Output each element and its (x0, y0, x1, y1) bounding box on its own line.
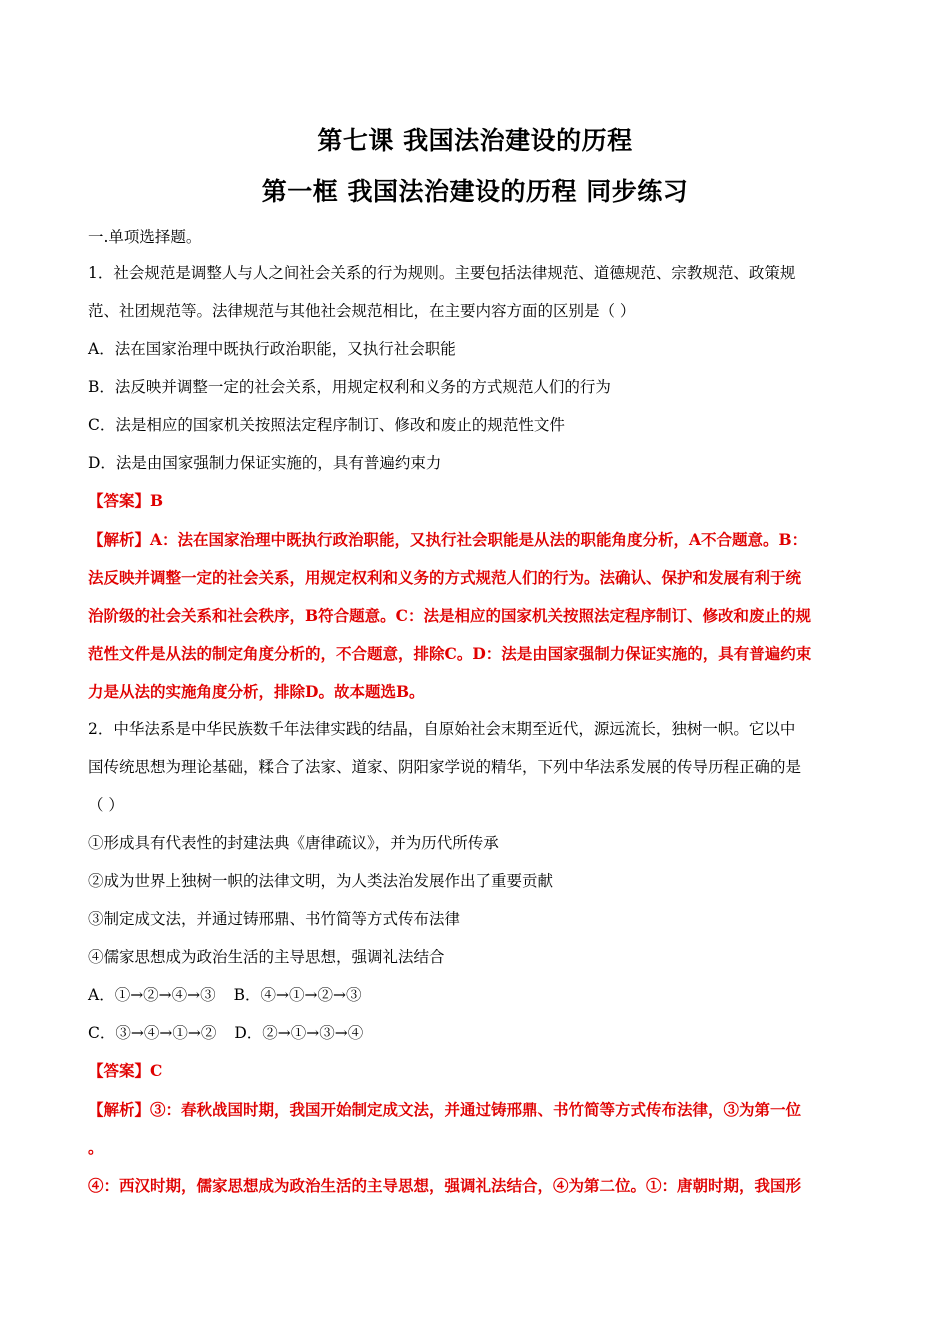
q1-explanation-line-5: 力是从法的实施角度分析，排除D。故本题选B。 (88, 682, 425, 701)
q2-option-d: D．②→①→③→④ (234, 1024, 364, 1042)
q2-explanation-line-2: 。 (88, 1138, 104, 1157)
section-heading: 一.单项选择题。 (88, 228, 202, 246)
q1-explanation-line-1: 【解析】A：法在国家治理中既执行政治职能，又执行社会职能是从法的职能角度分析，A不合题意。B： (88, 530, 808, 549)
q2-options-cd (88, 1023, 363, 1043)
q2-option-b: B．④→①→②→③ (233, 986, 362, 1004)
q2-item-3: ③制定成文法，并通过铸邢鼎、书竹简等方式传布法律 (88, 910, 461, 928)
q2-item-4: ④儒家思想成为政治生活的主导思想，强调礼法结合 (88, 948, 445, 966)
q2-item-1: ①形成具有代表性的封建法典《唐律疏议》，并为历代所传承 (88, 834, 499, 852)
q2-stem-line-1: 2．中华法系是中华民族数千年法律实践的结晶，自原始社会末期至近代，源远流长，独树一帜。它以中 (88, 720, 796, 738)
q2-option-a: A．①→②→④→③ (88, 986, 216, 1004)
q1-option-c: C．法是相应的国家机关按照法定程序制订、修改和废止的规范性文件 (88, 416, 565, 434)
q2-answer: 【答案】C (88, 1061, 163, 1080)
q2-stem-line-3: （ ） (88, 796, 124, 814)
q1-option-b: B．法反映并调整一定的社会关系，用规定权利和义务的方式规范人们的行为 (88, 378, 611, 396)
q2-options-ab (88, 985, 362, 1005)
q1-option-a: A．法在国家治理中既执行政治职能，又执行社会职能 (88, 340, 456, 358)
q2-explanation-line-3: ④：西汉时期，儒家思想成为政治生活的主导思想，强调礼法结合，④为第二位。①：唐朝时期，我国形 (88, 1176, 802, 1195)
q2-stem-line-2: 国传统思想为理论基础，糅合了法家、道家、阴阳家学说的精华，下列中华法系发展的传导历程正确的是 (88, 758, 802, 776)
q1-explanation-line-2: 法反映并调整一定的社会关系，用规定权利和义务的方式规范人们的行为。法确认、保护和发展有利于统 (88, 568, 802, 587)
q1-answer: 【答案】B (88, 491, 164, 510)
q1-option-d: D．法是由国家强制力保证实施的，具有普遍约束力 (88, 454, 442, 472)
q2-explanation-line-1: 【解析】③：春秋战国时期，我国开始制定成文法，并通过铸邢鼎、书竹简等方式传布法律，③为第一位 (88, 1100, 802, 1119)
q1-stem-line-1: 1．社会规范是调整人与人之间社会关系的行为规则。主要包括法律规范、道德规范、宗教规范、政策规 (88, 264, 796, 282)
section-subtitle: 第一框 我国法治建设的历程 同步练习 (261, 177, 689, 206)
q1-explanation-line-4: 范性文件是从法的制定角度分析的，不合题意，排除C。D：法是由国家强制力保证实施的，具有普遍约束 (88, 644, 812, 663)
q2-option-c: C．③→④→①→② (88, 1024, 217, 1042)
q2-item-2: ②成为世界上独树一帜的法律文明，为人类法治发展作出了重要贡献 (88, 872, 554, 890)
q1-stem-line-2: 范、社团规范等。法律规范与其他社会规范相比，在主要内容方面的区别是（ ） (88, 302, 636, 320)
lesson-title: 第七课 我国法治建设的历程 (317, 126, 633, 155)
q1-explanation-line-3: 治阶级的社会关系和社会秩序，B符合题意。C：法是相应的国家机关按照法定程序制订、修改和废止的规 (88, 606, 811, 625)
